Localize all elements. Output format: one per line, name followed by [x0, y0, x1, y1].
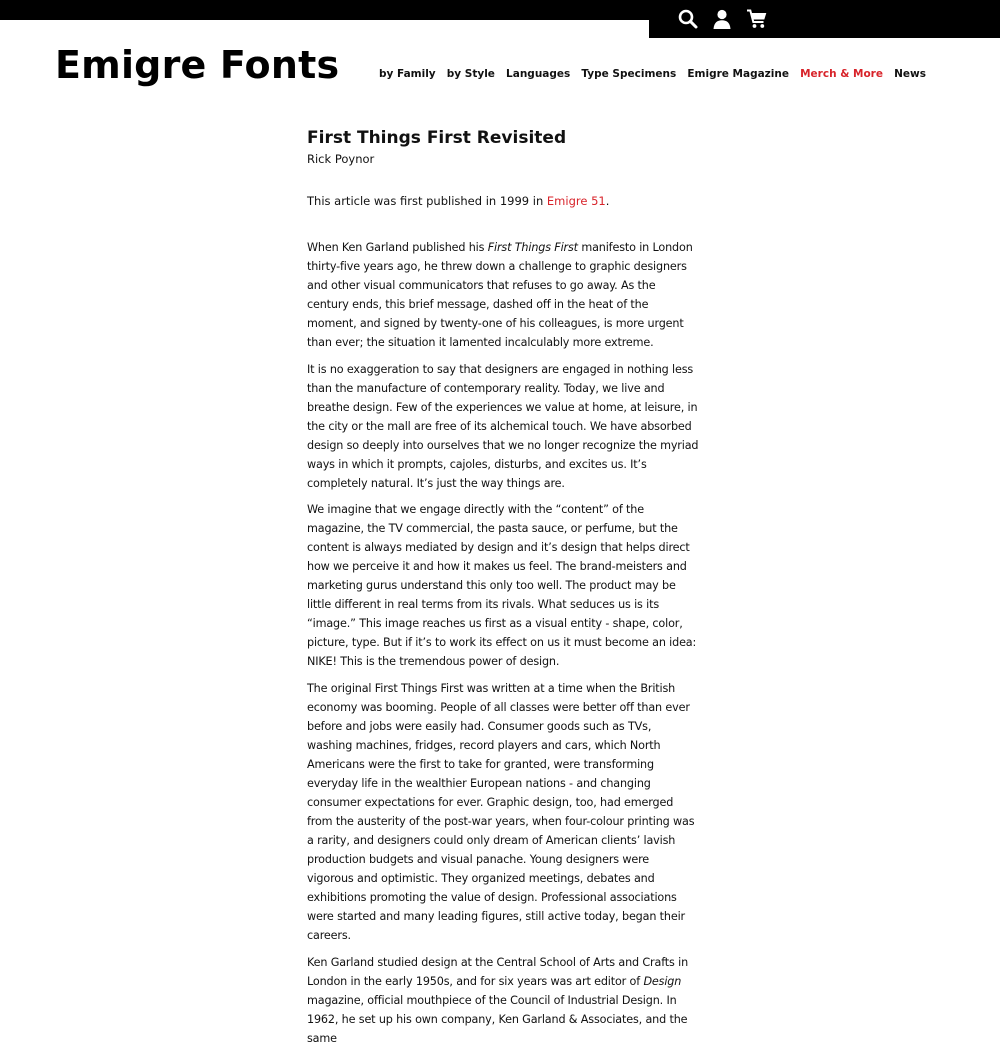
article-title: First Things First Revisited: [307, 128, 567, 148]
nav-type-specimens[interactable]: Type Specimens: [581, 68, 677, 80]
nav-merch-and-more[interactable]: Merch & More: [800, 68, 883, 80]
account-icon[interactable]: [711, 8, 735, 30]
site-logo[interactable]: Emigre Fonts: [55, 43, 340, 87]
article-body: [307, 238, 699, 1048]
nav-by-family[interactable]: by Family: [379, 68, 436, 80]
publication-note-suffix: .: [605, 194, 610, 208]
search-icon[interactable]: [677, 8, 701, 30]
nav-news[interactable]: News: [894, 68, 926, 80]
paragraph-2: It is no exaggeration to say that designers are engaged in nothing less than the manufacture of contemporary reality. Today, we live and breathe design. Few of the experiences we value at home, at leisure, in the city or the mall are free of its alchemical touch. We have absorbed design so deeply into ourselves that we no longer recognize the myriad ways in which it prompts, cajoles, disturbs, and excites us. It’s completely natural. It’s just the way things are.: [307, 362, 699, 490]
publication-note: [307, 192, 699, 210]
paragraph-4: The original First Things First was written at a time when the British economy was booming. People of all classes were better off than ever before and jobs were easily had. Consumer goods such as TVs, washing machines, fridges, record players and cars, which North Americans were the first to take for granted, were transforming everyday life in the wealthier European nations - and changing consumer expectations for ever. Graphic design, too, had emerged from the austerity of the post-war years, when four-colour printing was a rarity, and designers could only dream of American clients’ lavish production budgets and visual panache. Young designers were vigorous and optimistic. They organized meetings, debates and exhibitions promoting the value of design. Professional associations were started and many leading figures, still active today, began their careers.: [307, 682, 695, 943]
paragraph-5-text-b: magazine, official mouthpiece of the Council of Industrial Design. In 1962, he set up his own company, Ken Garland & Associates, and the same: [307, 993, 688, 1045]
paragraph-5-text-a: Ken Garland studied design at the Central School of Arts and Crafts in London in the early 1950s, and for six years was art editor of: [307, 955, 689, 988]
article: [307, 126, 699, 1055]
nav-emigre-magazine[interactable]: Emigre Magazine: [687, 68, 789, 80]
nav-languages[interactable]: Languages: [506, 68, 571, 80]
paragraph-1: [307, 238, 699, 352]
paragraph-5: [307, 953, 699, 1048]
paragraph-1-italic: First Things First: [487, 241, 578, 254]
paragraph-1-text-b: manifesto in London thirty-five years ago, he threw down a challenge to graphic designers and other visual communicators that refuses to go away. As the century ends, this brief message, dashed off in the heat of the moment, and signed by twenty-one of his colleagues, is more urgent than ever; the situation it lamented incalculably more extreme.: [307, 241, 693, 349]
nav-by-style[interactable]: by Style: [446, 68, 495, 80]
cart-icon[interactable]: [746, 8, 770, 30]
paragraph-5-italic: Design: [643, 974, 682, 988]
main-nav: [379, 66, 926, 82]
paragraph-3: We imagine that we engage directly with the “content” of the magazine, the TV commercial, the pasta sauce, or perfume, but the content is always mediated by design and it’s design that helps direct how we perceive it and how it makes us feel. The brand-meisters and marketing gurus understand this only too well. The product may be little different in real terms from its rivals. What seduces us is its “image.” This image reaches us first as a visual entity - shape, color, picture, type. But if it’s to work its effect on us it must become an idea: NIKE! This is the tremendous power of design.: [307, 503, 697, 669]
emigre-51-link[interactable]: Emigre 51: [546, 194, 606, 208]
paragraph-1-text-a: When Ken Garland published his: [307, 241, 488, 254]
article-author: Rick Poynor: [307, 152, 375, 166]
utility-icon-bar: [649, 0, 1000, 38]
publication-note-prefix: This article was first published in 1999 in: [307, 194, 547, 208]
